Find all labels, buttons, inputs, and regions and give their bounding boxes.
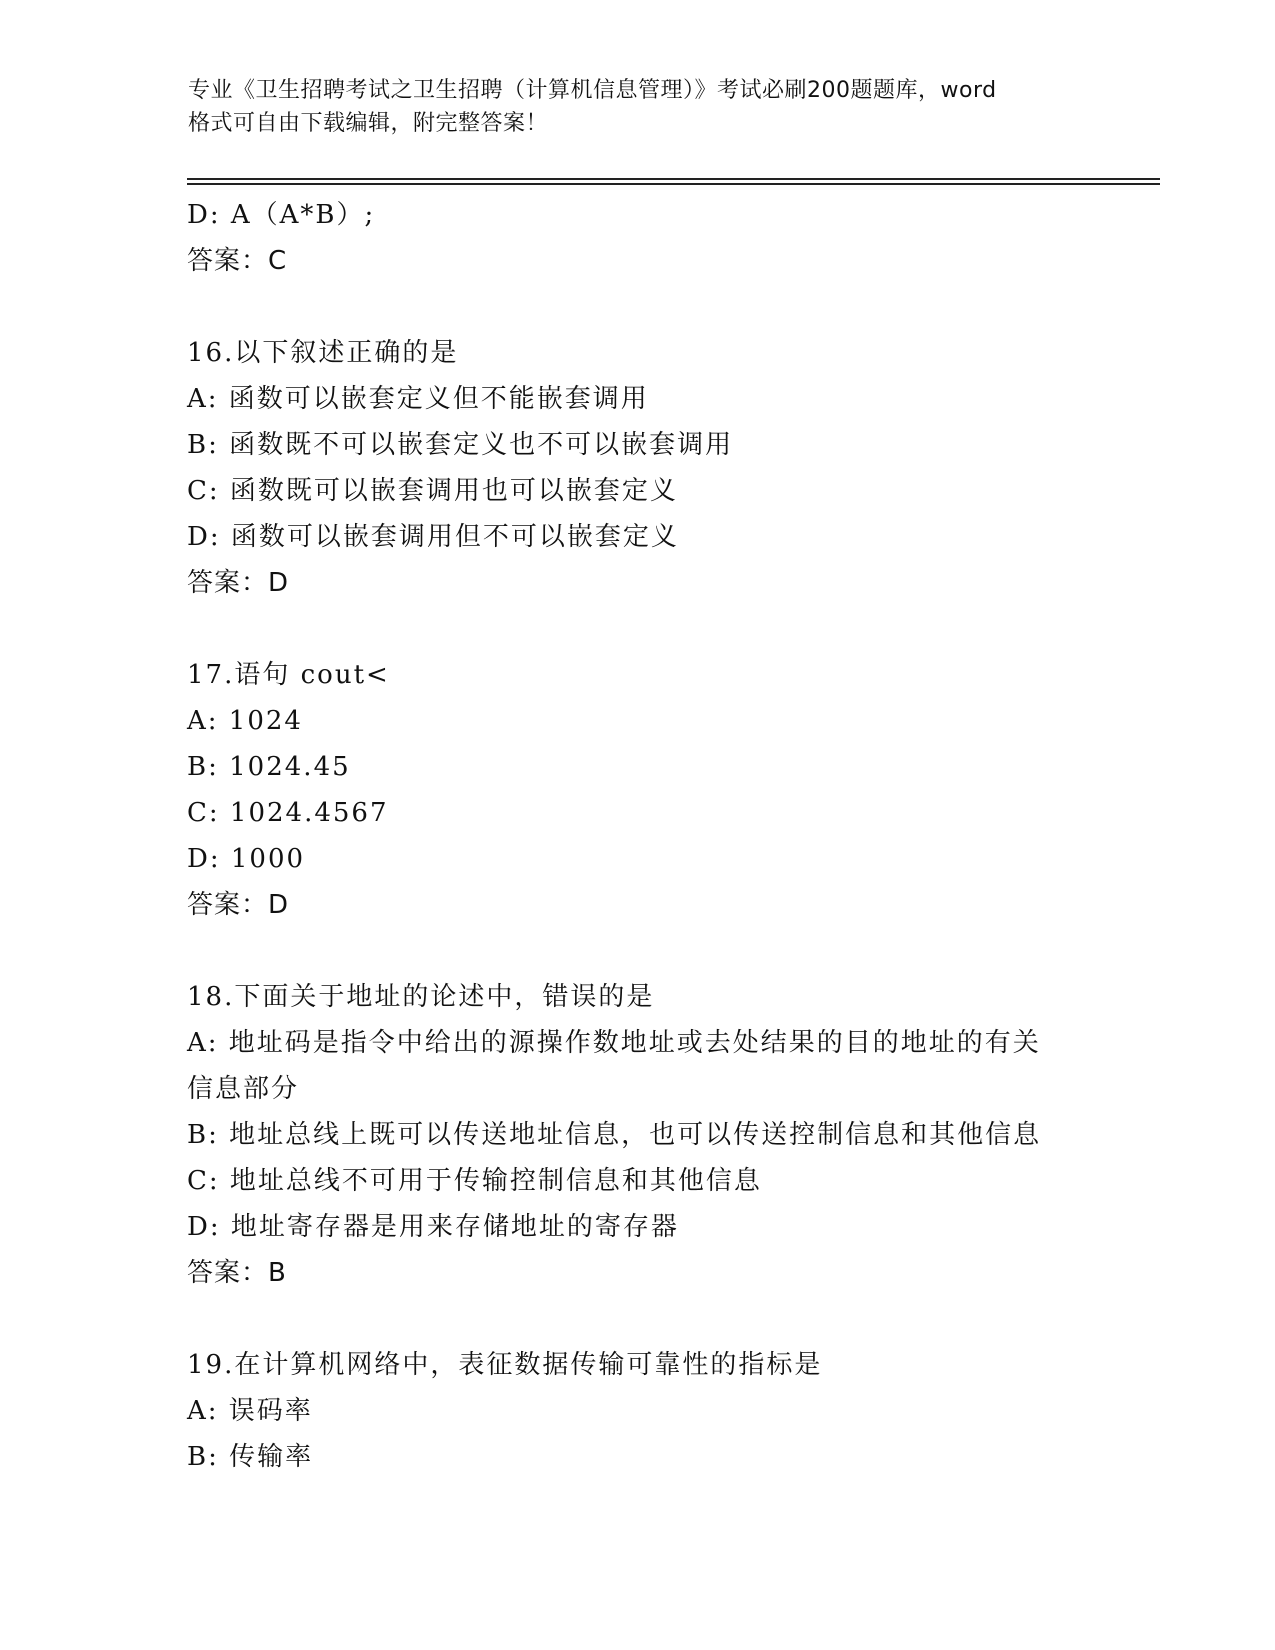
option-c: C: 1024.4567 [187,798,389,828]
previous-question-tail [187,192,1087,284]
answer-line: 答案：B [187,1258,287,1288]
option-a: A: 函数可以嵌套定义但不能嵌套调用 [187,384,649,414]
answer-line: 答案：C [187,246,288,276]
question-stem: 18.下面关于地址的论述中，错误的是 [187,982,655,1012]
option-b: B: 1024.45 [187,752,351,782]
option-d: D: 地址寄存器是用来存储地址的寄存器 [187,1212,679,1242]
option-a-continuation: 信息部分 [187,1074,300,1104]
spacer [187,1296,1087,1342]
option-d: D: 1000 [187,844,306,874]
question-18 [187,974,1087,1296]
spacer [187,284,1087,330]
option-d: D: 函数可以嵌套调用但不可以嵌套定义 [187,522,679,552]
document-body [187,192,1087,1480]
header-divider-bottom [187,183,1160,185]
answer-line: 答案：D [187,568,290,598]
spacer [187,606,1087,652]
spacer [187,928,1087,974]
header-line-2: 格式可自由下载编辑，附完整答案！ [188,111,549,136]
option-a: A: 误码率 [187,1396,313,1426]
option-b: B: 函数既不可以嵌套定义也不可以嵌套调用 [187,430,734,460]
question-19 [187,1342,1087,1480]
document-header [188,74,1088,140]
option-c: C: 地址总线不可用于传输控制信息和其他信息 [187,1166,762,1196]
question-16 [187,330,1087,606]
option-c: C: 函数既可以嵌套调用也可以嵌套定义 [187,476,678,506]
question-17 [187,652,1087,928]
option-d: D: A（A*B）; [187,200,376,230]
question-stem: 17.语句 cout< [187,660,390,690]
header-line-1: 专业《卫生招聘考试之卫生招聘（计算机信息管理）》考试必刷200题题库，word [188,78,997,103]
answer-line: 答案：D [187,890,290,920]
header-divider-top [187,178,1160,180]
option-a: A: 1024 [187,706,303,736]
option-b: B: 地址总线上既可以传送地址信息，也可以传送控制信息和其他信息 [187,1120,1042,1150]
option-a: A: 地址码是指令中给出的源操作数地址或去处结果的目的地址的有关 [187,1028,1041,1058]
option-b: B: 传输率 [187,1442,314,1472]
question-stem: 16.以下叙述正确的是 [187,338,459,368]
question-stem: 19.在计算机网络中，表征数据传输可靠性的指标是 [187,1350,823,1380]
